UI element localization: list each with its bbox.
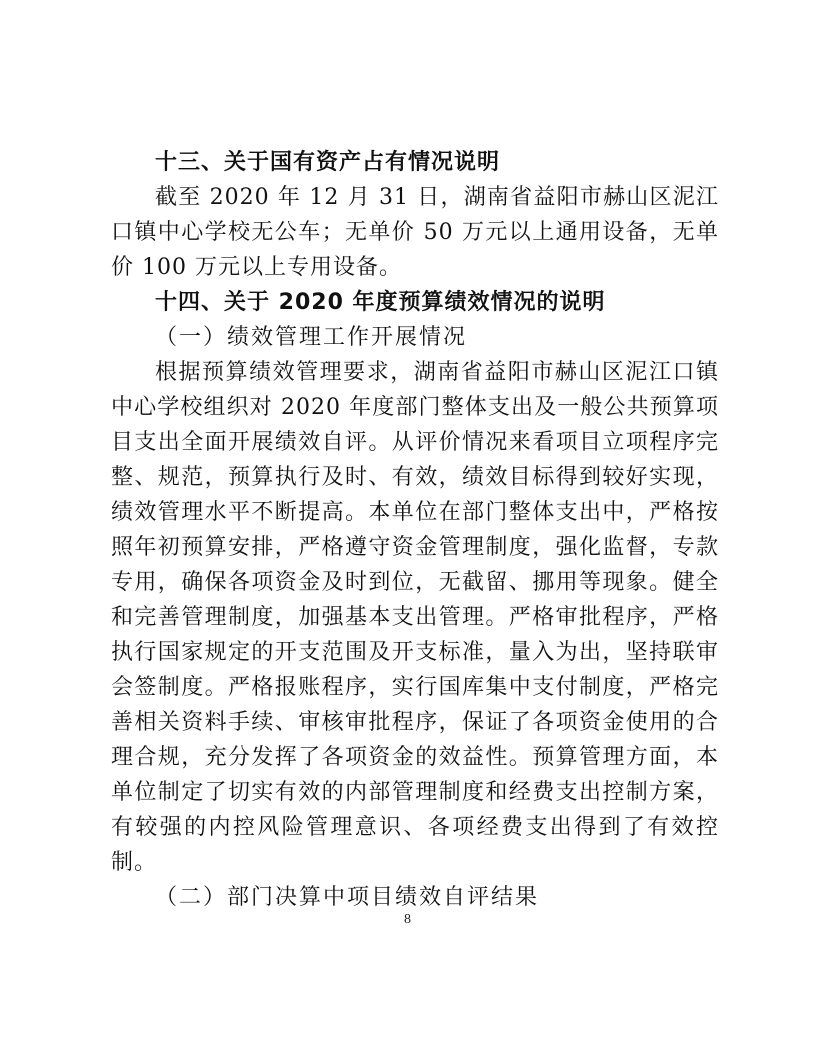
section-heading-13: 十三、关于国有资产占有情况说明 xyxy=(155,150,501,175)
subsection-heading-1: （一）绩效管理工作开展情况 xyxy=(155,325,468,350)
subsection-1-paragraph: 根据预算绩效管理要求，湖南省益阳市赫山区泥江口镇中心学校组织对 2020 年度部门整体支出及一般公共预算项目支出全面开展绩效自评。从评价情况来看项目立项程序完整、规范，预算执行及时、有效，绩效目标得到较好实现，绩效管理水平不断提高。本单位在部门整体支出中，严格按照年初预算安排，严格遵守资金管理制度，强化监督，专款专用，确保各项资金及时到位，无截留、挪用等现象。健全和完善管理制度，加强基本支出管理。严格审批程序，严格执行国家规定的开支范围及开支标准，量入为出，坚持联审会签制度。严格报账程序，实行国库集中支付制度，严格完善相关资料手续、审核审批程序，保证了各项资金使用的合理合规，充分发挥了各项资金的效益性。预算管理方面，本单位制定了切实有效的内部管理制度和经费支出控制方案，有较强的内控风险管理意识、各项经费支出得到了有效控制。 xyxy=(111,360,719,875)
section-heading-14: 十四、关于 2020 年度预算绩效情况的说明 xyxy=(155,290,606,315)
subsection-heading-2: （二）部门决算中项目绩效自评结果 xyxy=(155,885,540,910)
page-number: 8 xyxy=(404,912,411,927)
section-13-paragraph: 截至 2020 年 12 月 31 日，湖南省益阳市赫山区泥江口镇中心学校无公车；无单价 50 万元以上通用设备，无单价 100 万元以上专用设备。 xyxy=(111,185,719,280)
page-body xyxy=(111,145,719,915)
